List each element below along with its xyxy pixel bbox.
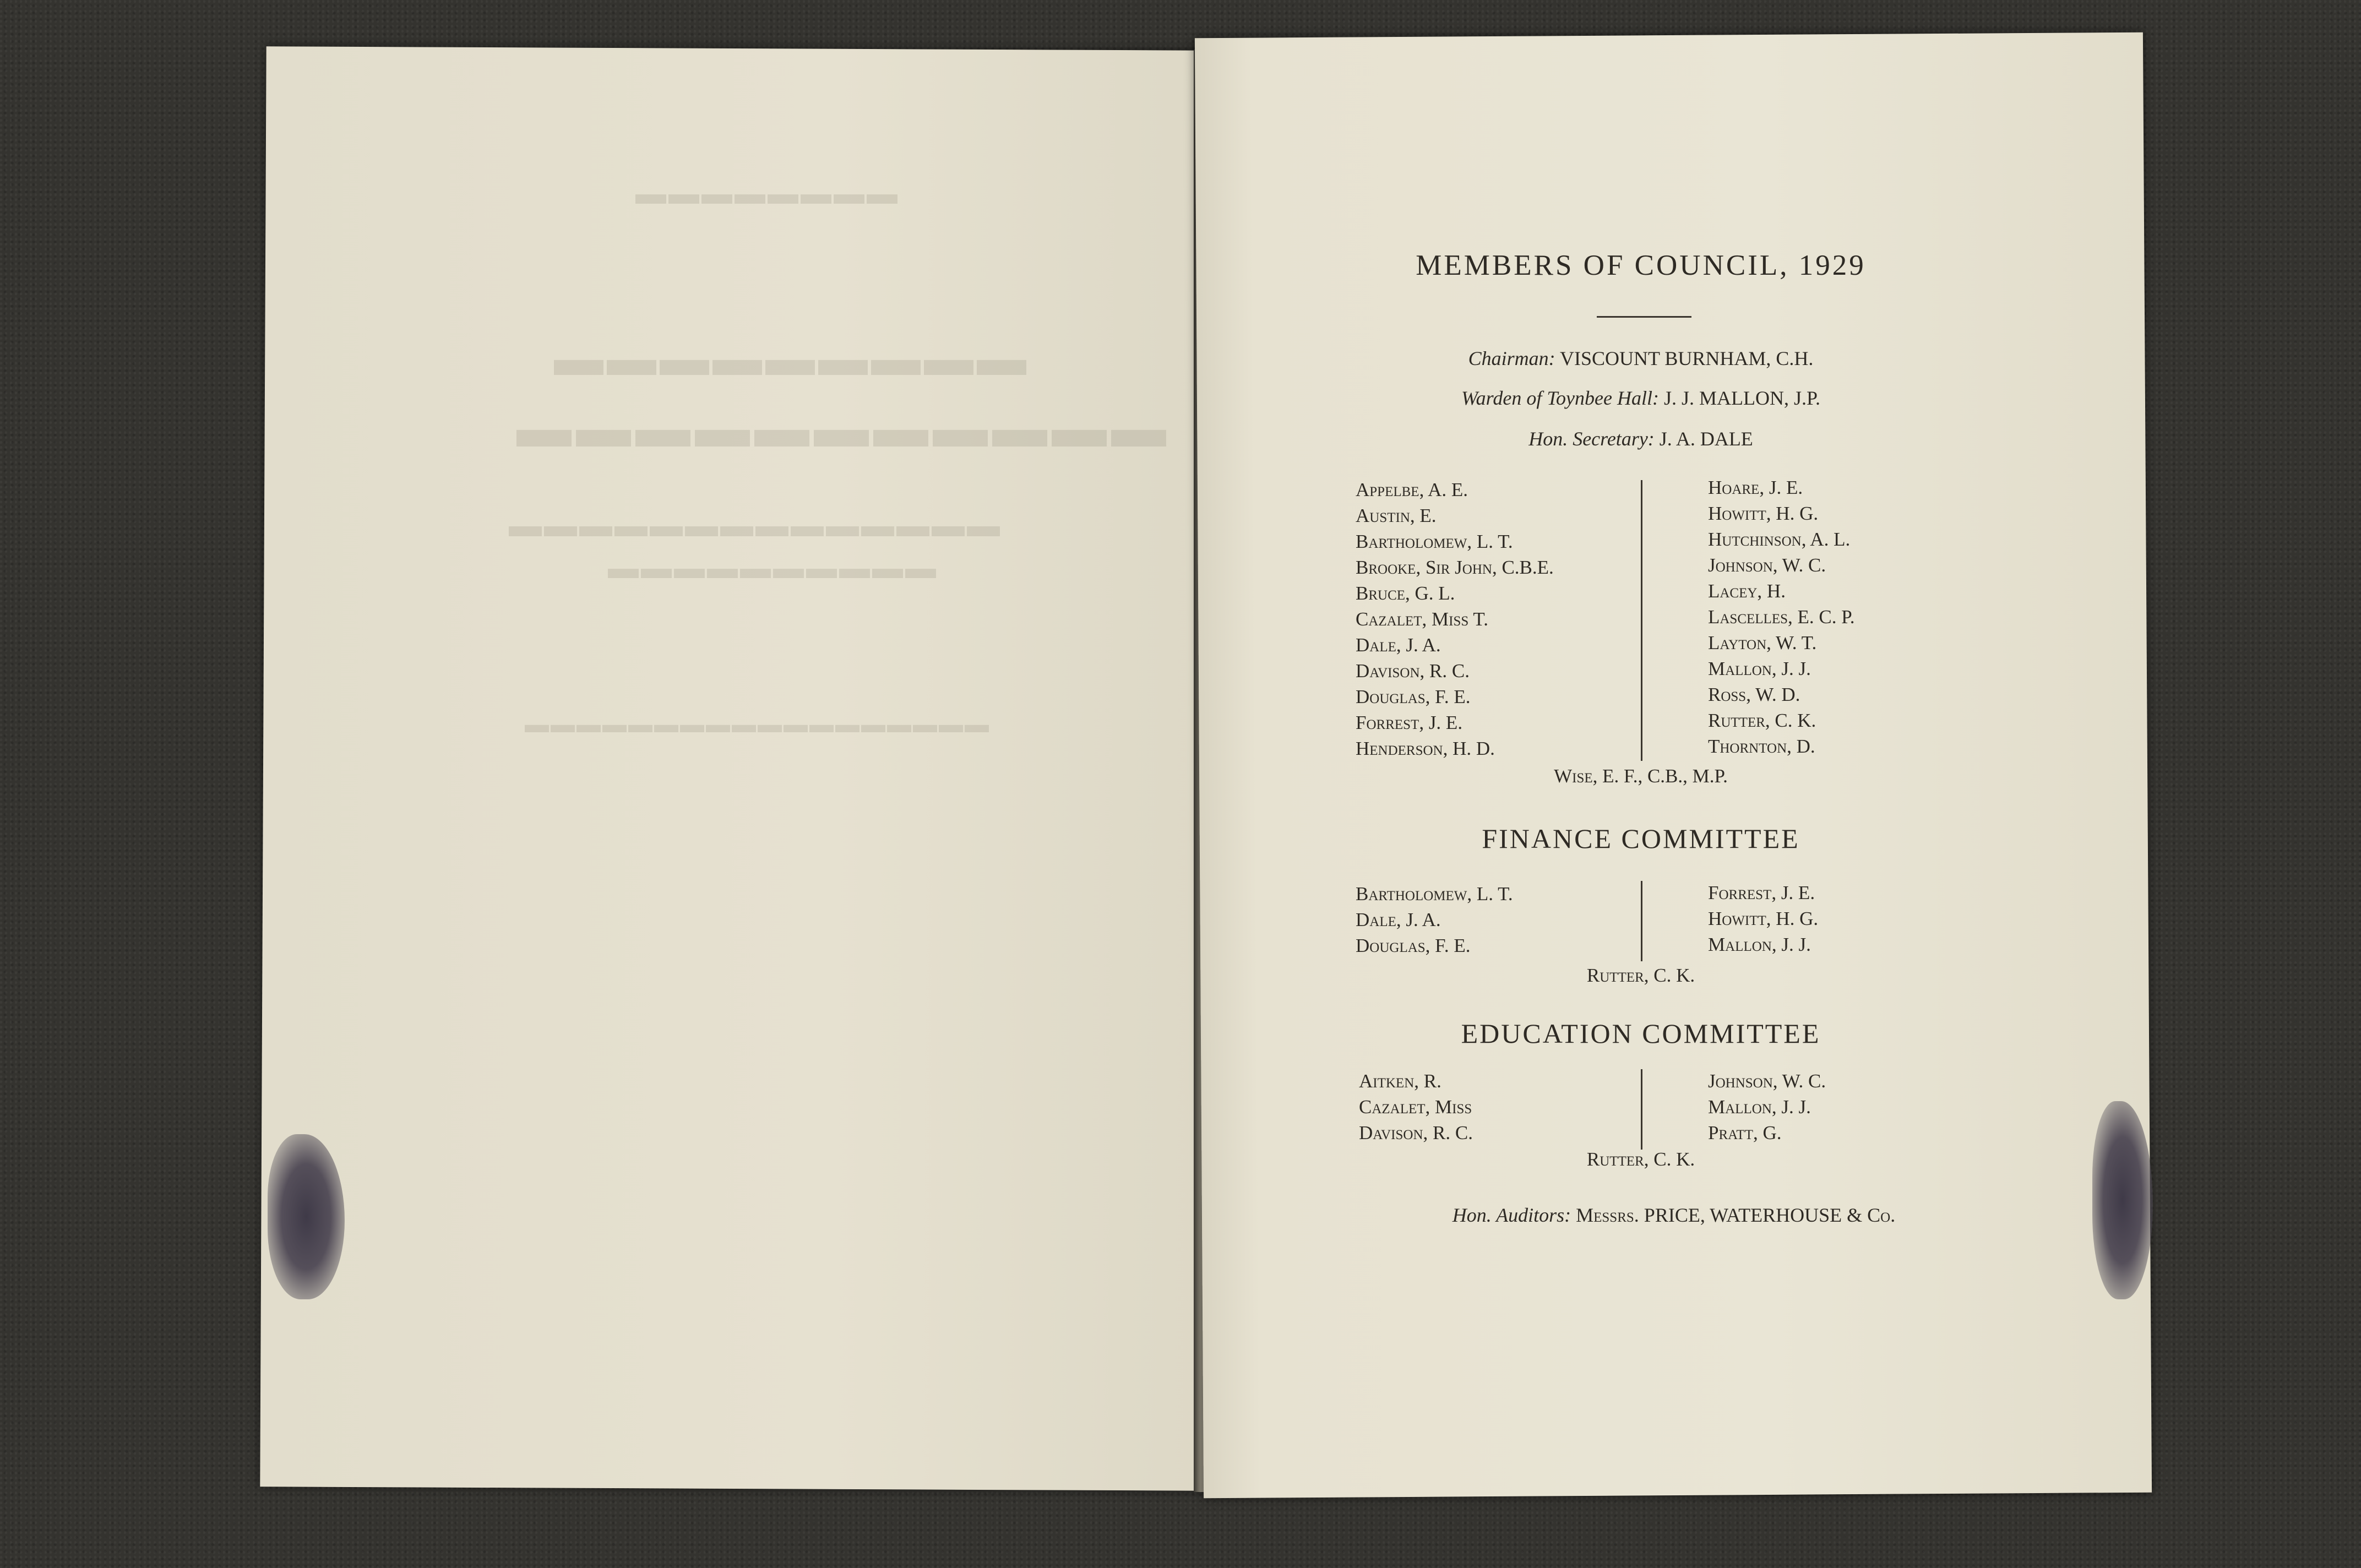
chairman-line	[1266, 347, 2015, 370]
warden-name: J. J. MALLON, J.P.	[1663, 387, 1821, 409]
member-name: Cazalet, Miss	[1359, 1096, 1472, 1118]
member-name: Appelbe, A. E.	[1356, 479, 1468, 500]
warden-label: Warden of Toynbee Hall:	[1461, 387, 1659, 409]
column-divider	[1641, 881, 1642, 961]
finance-members-left	[1356, 881, 1513, 959]
member-name: Bartholomew, L. T.	[1356, 883, 1513, 905]
show-through-text: ▬▬▬▬▬▬▬▬▬▬	[606, 551, 936, 585]
member-name: Mallon, J. J.	[1708, 658, 1811, 679]
member-name: Bruce, G. L.	[1356, 582, 1455, 604]
secretary-name: J. A. DALE	[1659, 428, 1753, 450]
member-name: Bartholomew, L. T.	[1356, 531, 1513, 552]
show-through-text: ▬▬▬▬▬▬▬▬▬	[551, 331, 1026, 386]
education-members-right	[1708, 1068, 1826, 1146]
member-name: Aitken, R.	[1359, 1070, 1441, 1092]
section-heading: EDUCATION COMMITTEE	[1461, 1018, 1821, 1049]
member-name: Forrest, J. E.	[1708, 882, 1815, 903]
member-name: Douglas, F. E.	[1356, 935, 1471, 956]
member-name: Dale, J. A.	[1356, 634, 1441, 656]
warden-line	[1266, 386, 2015, 410]
council-members-left	[1356, 477, 1554, 761]
member-name: Mallon, J. J.	[1708, 1096, 1811, 1118]
auditors-label: Hon. Auditors:	[1452, 1204, 1571, 1226]
member-name: Howitt, H. G.	[1708, 908, 1819, 929]
page-title: MEMBERS OF COUNCIL, 1929	[1416, 249, 1866, 281]
member-name: Hutchinson, A. L.	[1708, 529, 1851, 550]
member-name: Johnson, W. C.	[1708, 1070, 1826, 1092]
member-name: Lascelles, E. C. P.	[1708, 606, 1855, 628]
member-name: Layton, W. T.	[1708, 632, 1817, 654]
auditors-name: Messrs. PRICE, WATERHOUSE & Co.	[1576, 1204, 1896, 1226]
member-name: Rutter, C. K.	[1708, 710, 1816, 731]
show-through-text: ▬▬▬▬▬▬▬▬▬▬▬	[512, 398, 1166, 459]
member-name: Forrest, J. E.	[1356, 712, 1463, 733]
left-page	[260, 46, 1211, 1490]
member-name: Cazalet, Miss T.	[1356, 608, 1488, 630]
member-name: Johnson, W. C.	[1708, 554, 1826, 576]
member-name: Henderson, H. D.	[1356, 738, 1495, 759]
auditors-line	[1332, 1204, 2015, 1227]
member-name: Rutter, C. K.	[1586, 1148, 1695, 1170]
member-name: Howitt, H. G.	[1708, 503, 1819, 524]
member-name: Brooke, Sir John, C.B.E.	[1356, 557, 1554, 578]
member-name: Mallon, J. J.	[1708, 934, 1811, 955]
member-name: Davison, R. C.	[1359, 1122, 1473, 1144]
member-name: Hoare, J. E.	[1708, 477, 1803, 498]
section-heading: FINANCE COMMITTEE	[1482, 823, 1800, 854]
council-members-right	[1708, 475, 1855, 759]
member-name: Wise, E. F., C.B., M.P.	[1554, 765, 1728, 787]
show-through-text: ▬▬▬▬▬▬▬▬▬▬▬▬▬▬▬▬▬▬	[523, 711, 989, 738]
show-through-text: ▬▬▬▬▬▬▬▬▬▬▬▬▬▬	[507, 507, 1000, 543]
member-name: Pratt, G.	[1708, 1122, 1782, 1144]
member-name: Davison, R. C.	[1356, 660, 1470, 682]
member-name: Douglas, F. E.	[1356, 686, 1471, 707]
member-name: Lacey, H.	[1708, 580, 1786, 602]
member-name: Dale, J. A.	[1356, 909, 1441, 930]
column-divider	[1641, 480, 1642, 761]
chairman-label: Chairman:	[1468, 347, 1555, 369]
member-name: Ross, W. D.	[1708, 684, 1800, 705]
finance-members-right	[1708, 880, 1818, 957]
secretary-label: Hon. Secretary:	[1528, 428, 1655, 450]
member-name: Rutter, C. K.	[1586, 965, 1695, 986]
chairman-name: VISCOUNT BURNHAM, C.H.	[1559, 347, 1814, 369]
title-divider	[1597, 316, 1691, 318]
member-name: Austin, E.	[1356, 505, 1437, 526]
education-members-left	[1359, 1068, 1473, 1146]
show-through-text: ▬▬▬▬▬▬▬▬	[633, 177, 897, 211]
member-name: Thornton, D.	[1708, 736, 1815, 757]
column-divider	[1641, 1069, 1642, 1150]
secretary-line	[1266, 427, 2015, 450]
